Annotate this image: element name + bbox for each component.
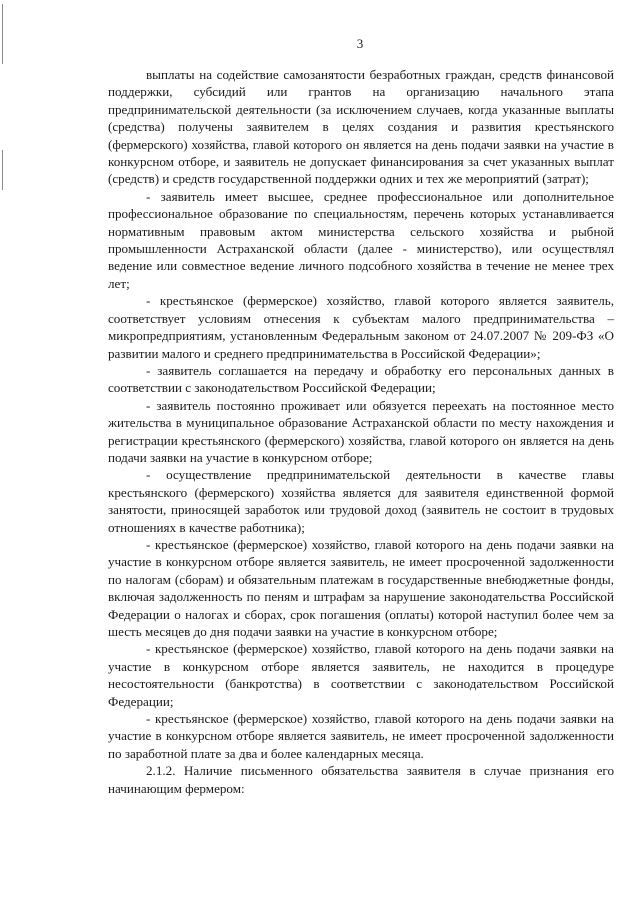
scan-edge-mark [2,4,3,64]
paragraph: - крестьянское (фермерское) хозяйство, главой которого является заявитель, соответствует условиям отнесения к субъектам малого предпринимательства – микропредприятиям, установленным Федеральным законом от 24.07.2007 № 209-ФЗ «О развитии малого и среднего предпринимательства в Российской Федерации»; [108,293,614,361]
paragraph: - заявитель постоянно проживает или обязуется переехать на постоянное место жительства в муниципальное образование Астраханской области по месту нахождения и регистрации крестьянского (фермерского) хозяйства, главой которого он является на день подачи заявки на участие в конкурсном отборе; [108,397,614,465]
paragraph: - крестьянское (фермерское) хозяйство, главой которого на день подачи заявки на участие в конкурсном отборе является заявитель, не имеет просроченной задолженности по заработной плате за два и более календарных месяца. [108,711,614,761]
document-body [108,66,614,797]
page-number: 3 [356,36,364,51]
paragraph: выплаты на содействие самозанятости безработных граждан, средств финансовой поддержки, субсидий или грантов на организацию начального этапа предпринимательской деятельности (за исключением случаев, когда указанные выплаты (средства) получены заявителем в целях создания и развития крестьянского (фермерского) хозяйства, главой которого он является на день подачи заявки на участие в конкурсном отборе, и заявитель не допускает финансирования за счет указанных выплат (средств) и средств государственной поддержки одних и тех же мероприятий (затрат); [108,67,614,187]
scan-edge-mark [2,150,3,190]
paragraph: - заявитель соглашается на передачу и обработку его персональных данных в соответствии с законодательством Российской Федерации; [108,362,614,396]
paragraph: 2.1.2. Наличие письменного обязательства заявителя в случае признания его начинающим фермером: [108,763,614,796]
paragraph: - крестьянское (фермерское) хозяйство, главой которого на день подачи заявки на участие в конкурсном отборе является заявитель, не имеет просроченной задолженности по налогам (сборам) и обязательным платежам в государственные внебюджетные фонды, включая задолженность по пеням и штрафам за нарушение законодательства Российской Федерации о налогах и сборах, срок погашения (оплаты) которой наступил более чем за шесть месяцев до дня подачи заявки на участие в конкурсном отборе; [108,536,614,639]
paragraph: - крестьянское (фермерское) хозяйство, главой которого на день подачи заявки на участие в конкурсном отборе является заявитель, не находится в процедуре несостоятельности (банкротства) в соответствии с законодательством Российской Федерации; [108,641,614,709]
paragraph: - заявитель имеет высшее, среднее профессиональное или дополнительное профессиональное образование по специальностям, перечень которых устанавливается нормативным правовым актом министерства сельского хозяйства и рыбной промышленности Астраханской области (далее - министерство), или осуществлял ведение или совместное ведение личного подсобного хозяйства в течение не менее трех лет; [108,188,614,291]
paragraph: - осуществление предпринимательской деятельности в качестве главы крестьянского (фермерского) хозяйства является для заявителя единственной формой занятости, приносящей заработок или трудовой доход (заявитель не состоит в трудовых отношениях в качестве работника); [108,467,614,535]
